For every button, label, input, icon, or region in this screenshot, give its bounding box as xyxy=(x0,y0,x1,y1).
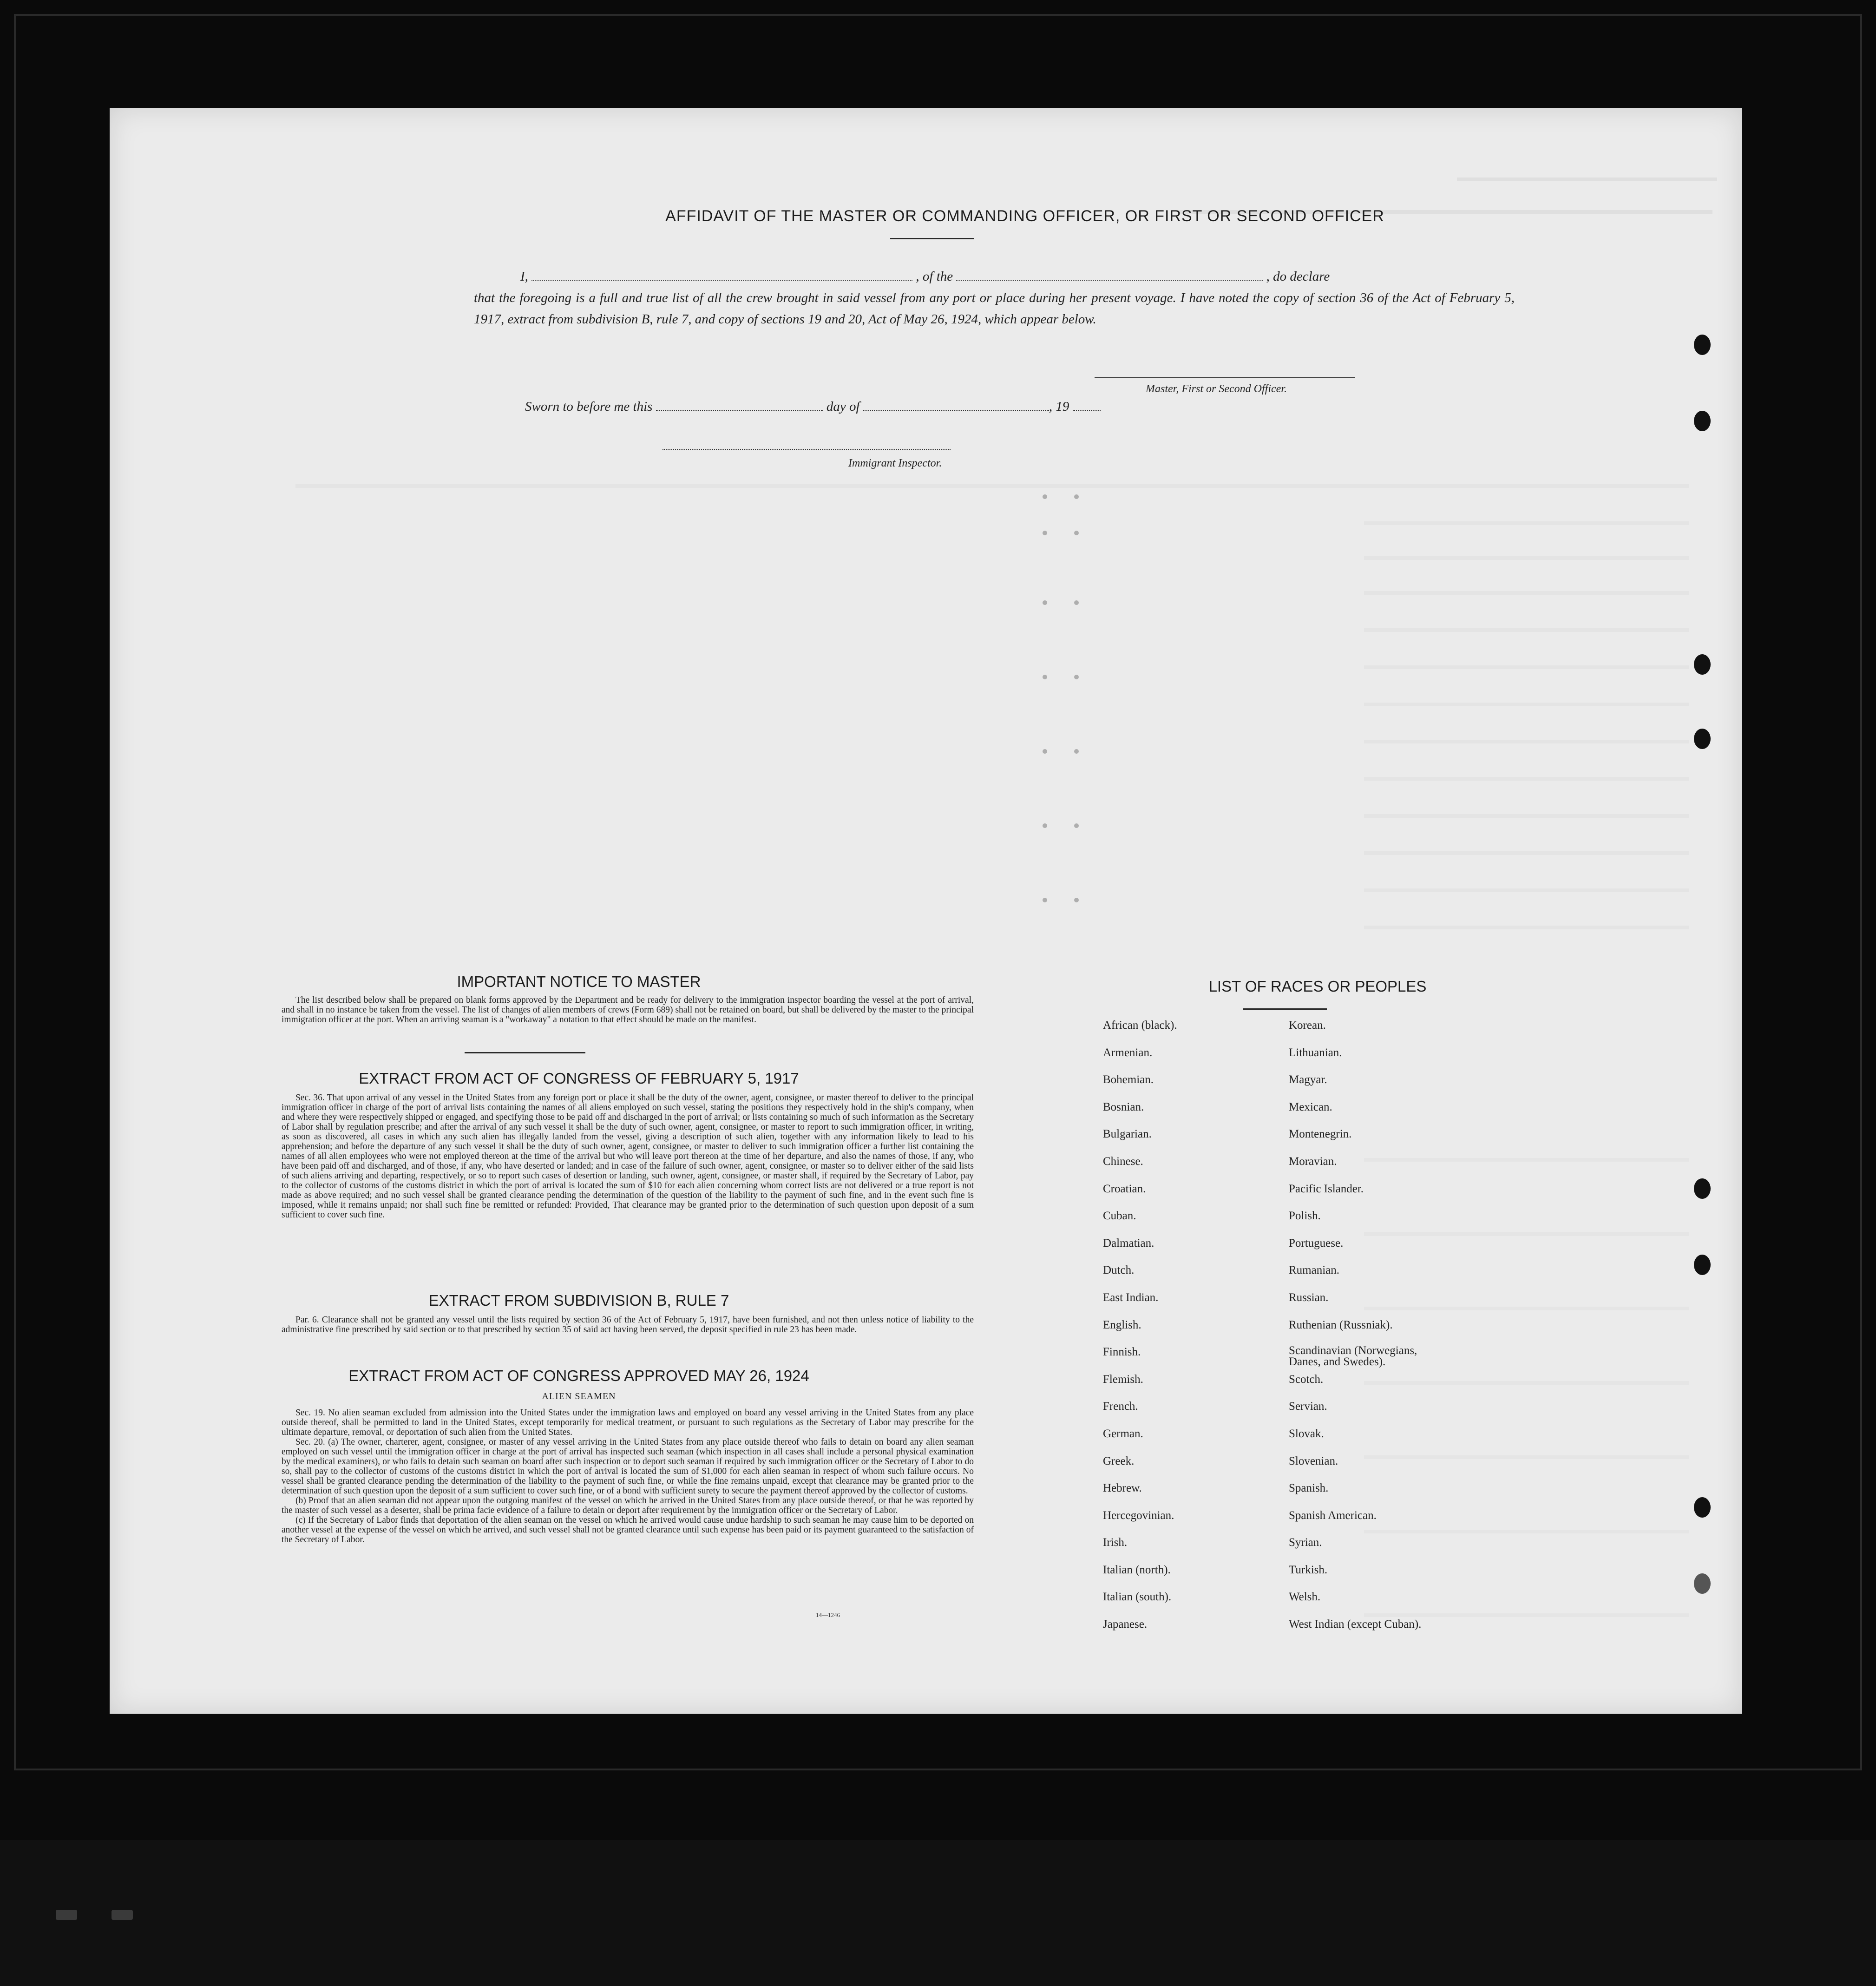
affidavit-body: that the foregoing is a full and true list of all the crew brought in said vessel from any port or place during her present voyage. I have noted the copy of section 36 of the Act of February 5, 1917, extract from subdivision B, rule 7, and copy of sections 19 and 20, Act of May 26, 1924, which appear below. xyxy=(474,290,1515,327)
speck xyxy=(1043,531,1047,535)
sworn-day-blank xyxy=(656,398,823,411)
master-signature-line xyxy=(1095,377,1355,378)
bleed-through xyxy=(295,484,1689,488)
notice-text xyxy=(282,995,974,1025)
race-item: Scandinavian (Norwegians, Danes, and Swedes). xyxy=(1289,1344,1417,1368)
race-item: Bulgarian. xyxy=(1103,1128,1152,1141)
races-title: LIST OF RACES OR PEOPLES xyxy=(1208,978,1427,995)
affidavit-title: AFFIDAVIT OF THE MASTER OR COMMANDING OFFICER, OR FIRST OR SECOND OFFICER xyxy=(665,207,1384,225)
race-item: Croatian. xyxy=(1103,1182,1146,1195)
bleed-through xyxy=(1364,926,1689,929)
race-item: Russian. xyxy=(1289,1291,1329,1304)
race-item: Bosnian. xyxy=(1103,1100,1144,1113)
affidavit-of-the-label: , of the xyxy=(916,269,953,284)
bleed-through xyxy=(1364,591,1689,595)
punch-hole xyxy=(1694,1178,1711,1199)
affidavit-first-line xyxy=(474,266,1515,287)
document-page xyxy=(110,108,1742,1714)
extract-1924-subtitle: ALIEN SEAMEN xyxy=(542,1391,616,1401)
bleed-through xyxy=(1364,628,1689,632)
race-item: German. xyxy=(1103,1427,1143,1440)
speck xyxy=(1074,675,1079,679)
extract-rule7-paragraph: Par. 6. Clearance shall not be granted any vessel until the lists required by section 36 of the Act of February 5, 1917, have been furnished, and not then unless notice of liability to the administrative fine prescribed by said section or to that prescribed by section 35 of said act having been served, the deposit specified in rule 23 has been made. xyxy=(282,1315,974,1335)
race-item: Dutch. xyxy=(1103,1264,1135,1277)
bleed-through xyxy=(1364,521,1689,525)
speck xyxy=(1043,749,1047,754)
race-item: Cuban. xyxy=(1103,1210,1136,1223)
punch-hole xyxy=(1694,1497,1711,1518)
bleed-through xyxy=(1364,703,1689,706)
race-item: Greek. xyxy=(1103,1454,1135,1467)
affidavit-i-label: I, xyxy=(520,269,528,284)
sec19-paragraph: Sec. 19. No alien seaman excluded from admission into the United States under the immigration laws and employed on board any vessel arriving in the United States from any place outside thereof, shall be permitted to land in the United States, except temporarily for medical treatment, or pursuant to such regulations as the Secretary of Labor may prescribe for the ultimate departure, removal, or deportation of such alien from the United States. xyxy=(282,1408,974,1437)
speck xyxy=(1074,531,1079,535)
bleed-through xyxy=(1364,740,1689,743)
races-column-1 xyxy=(1103,1019,1177,1645)
race-item: Korean. xyxy=(1289,1019,1326,1032)
extract-1917-text xyxy=(282,1093,974,1220)
affidavit-text xyxy=(474,266,1515,330)
extract-1924-title: EXTRACT FROM ACT OF CONGRESS APPROVED MAY 26, 1924 xyxy=(348,1367,809,1384)
race-item: Ruthenian (Russniak). xyxy=(1289,1318,1393,1331)
sworn-year-blank xyxy=(1073,398,1101,411)
punch-hole xyxy=(1694,729,1711,749)
race-item: Spanish. xyxy=(1289,1482,1329,1495)
race-item: Italian (north). xyxy=(1103,1563,1171,1576)
bleed-through xyxy=(1364,777,1689,781)
extract-1924-text xyxy=(282,1408,974,1545)
extract-1917-title: EXTRACT FROM ACT OF CONGRESS OF FEBRUARY 5, 1917 xyxy=(359,1070,799,1087)
race-item: Servian. xyxy=(1289,1400,1327,1413)
speck xyxy=(1074,823,1079,828)
sec20b-paragraph: (b) Proof that an alien seaman did not appear upon the outgoing manifest of the vessel on which he arrived in the United States from any place outside thereof, or that he was reported by the master of such vessel as a deserter, shall be prima facie evidence of a failure to detain or deport after requirement by the immigration officer or the Secretary of Labor. xyxy=(282,1496,974,1515)
race-item: French. xyxy=(1103,1400,1138,1413)
film-perforation xyxy=(112,1910,133,1920)
race-item: Magyar. xyxy=(1289,1073,1327,1086)
race-item: Lithuanian. xyxy=(1289,1046,1342,1059)
race-item: Montenegrin. xyxy=(1289,1128,1352,1141)
race-item: Chinese. xyxy=(1103,1155,1143,1168)
sworn-year-label: , 19 xyxy=(1049,399,1069,414)
speck xyxy=(1043,675,1047,679)
race-item: Hercegovinian. xyxy=(1103,1509,1174,1522)
section-rule xyxy=(465,1052,585,1053)
inspector-label: Immigrant Inspector. xyxy=(848,457,942,469)
punch-hole xyxy=(1694,654,1711,675)
race-item: African (black). xyxy=(1103,1019,1177,1032)
race-item: Japanese. xyxy=(1103,1618,1148,1631)
race-item: Irish. xyxy=(1103,1536,1128,1549)
race-item: English. xyxy=(1103,1318,1141,1331)
sworn-line xyxy=(525,396,1222,417)
races-column-2 xyxy=(1289,1019,1437,1645)
race-item: Slovak. xyxy=(1289,1427,1324,1440)
punch-hole xyxy=(1694,335,1711,355)
race-item: Turkish. xyxy=(1289,1563,1328,1576)
race-item: Portuguese. xyxy=(1289,1236,1344,1249)
race-item: Scotch. xyxy=(1289,1373,1324,1386)
race-item: Slovenian. xyxy=(1289,1454,1338,1467)
race-item: Rumanian. xyxy=(1289,1264,1340,1277)
race-item: West Indian (except Cuban). xyxy=(1289,1618,1422,1631)
notice-title: IMPORTANT NOTICE TO MASTER xyxy=(457,973,701,990)
extract-rule7-title: EXTRACT FROM SUBDIVISION B, RULE 7 xyxy=(428,1292,729,1309)
affidavit-declare-label: , do declare xyxy=(1266,269,1330,284)
sec20c-paragraph: (c) If the Secretary of Labor finds that deportation of the alien seaman on the vessel on which he arrived would cause undue hardship to such seaman he may cause him to be deported on another vessel at the expense of the vessel on which he arrived, and such vessel shall not be granted clearance until such expense has been paid or its payment guaranteed to the satisfaction of the Secretary of Labor. xyxy=(282,1515,974,1545)
speck xyxy=(1074,749,1079,754)
race-item: Bohemian. xyxy=(1103,1073,1154,1086)
race-item: Flemish. xyxy=(1103,1373,1143,1386)
race-item: Mexican. xyxy=(1289,1100,1332,1113)
bleed-through xyxy=(1364,851,1689,855)
extract-rule7-text xyxy=(282,1315,974,1335)
speck xyxy=(1043,600,1047,605)
sworn-day-label: day of xyxy=(826,399,860,414)
speck xyxy=(1043,823,1047,828)
form-number: 14—1246 xyxy=(816,1611,840,1618)
bleed-through xyxy=(1364,665,1689,669)
extract-1917-paragraph: Sec. 36. That upon arrival of any vessel in the United States from any foreign port or place it shall be the duty of the owner, agent, consignee, or master thereof to deliver to the principal immigration officer in charge of the port of arrival lists containing the names of all aliens employed on such vessel, stating the positions they respectively hold in the ship's company, when and where they were respectively shipped or engaged, and specifying those to be paid off and discharged in the port of arrival; or lists containing so much of such information as the Secretary of Labor shall by regulation prescribe; and after the arrival of any such vessel it shall be the duty of such owner, agent, consignee, or master to report to such immigration officer, in writing, as soon as discovered, all cases in which any such alien has illegally landed from the vessel, giving a description of such alien, together with any information likely to lead to his apprehension; and before the departure of any such vessel it shall be the duty of such owner, agent, consignee, or master to deliver to such immigration officer a further list containing the names of all alien employees who were not employed thereon at the time of the arrival but who will leave port thereon at the time of her departure, and also the names of those, if any, who have been paid off and discharged, and of those, if any, who have deserted or landed; and in case of the failure of such owner, agent, consignee, or master so to deliver either of the said lists of such aliens arriving and departing, respectively, or so to report such cases of desertion or landing, such owner, agent, consignee, or master shall, if required by the Secretary of Labor, pay to the collector of customs of the customs district in which the port of arrival is located the sum of $10 for each alien concerning whom correct lists are not delivered or a true report is not made as above required; and no such vessel shall be granted clearance pending the determination of the question of the liability to the payment of such fine, and in the event such fine is imposed, while it remains unpaid; nor shall such fine be remitted or refunded: Provided, That clearance may be granted prior to the determination of such question upon deposit of a sum sufficient to cover such fine. xyxy=(282,1093,974,1220)
race-item: Dalmatian. xyxy=(1103,1236,1154,1249)
film-perforation xyxy=(56,1910,77,1920)
race-item: Welsh. xyxy=(1289,1591,1321,1604)
bleed-through xyxy=(1364,814,1689,818)
race-item: Hebrew. xyxy=(1103,1482,1142,1495)
bleed-through xyxy=(1364,556,1689,560)
bleed-through xyxy=(1364,888,1689,892)
race-item: Pacific Islander. xyxy=(1289,1182,1364,1195)
notice-paragraph: The list described below shall be prepared on blank forms approved by the Department and be ready for delivery to the immigration inspector boarding the vessel at the port of arrival, and shall in no instance be taken from the vessel. The list of changes of alien members of crews (Form 689) shall not be retained on board, but shall be delivered by the master to the principal immigration officer at the port. When an arriving seaman is a "workaway" a notation to that effect should be made on the manifest. xyxy=(282,995,974,1025)
punch-hole xyxy=(1694,1573,1711,1594)
inspector-signature-line xyxy=(663,449,951,450)
races-title-rule xyxy=(1243,1008,1327,1010)
speck xyxy=(1074,898,1079,902)
speck xyxy=(1074,494,1079,499)
sec20a-paragraph: Sec. 20. (a) The owner, charterer, agent, consignee, or master of any vessel arriving in the United States from any place outside thereof who fails to detain on board any alien seaman employed on such vessel until the immigration officer in charge at the port of arrival has inspected such seaman (which inspection in all cases shall include a personal physical examination by the medical examiners), or who fails to detain such seaman on board after such inspection or to deport such seaman if required by such immigration officer or the Secretary of Labor to do so, shall pay to the collector of customs of the customs district in which the port of arrival is located the sum of $1,000 for each alien seaman in respect of whom such failure occurs. No vessel shall be granted clearance pending the determination of the liability to the payment of such fine, or while the fine remains unpaid, except that clearance may be granted prior to the determination of such question upon the deposit of a sum sufficient to cover such fine, or of a bond with sufficient surety to secure the payment thereof approved by the collector of customs. xyxy=(282,1437,974,1496)
sworn-month-blank xyxy=(863,398,1049,411)
race-item: Syrian. xyxy=(1289,1536,1322,1549)
speck xyxy=(1074,600,1079,605)
sworn-prefix: Sworn to before me this xyxy=(525,399,653,414)
name-blank xyxy=(531,268,912,281)
master-signature-label: Master, First or Second Officer. xyxy=(1146,383,1287,395)
race-item: Moravian. xyxy=(1289,1155,1337,1168)
race-item: Spanish American. xyxy=(1289,1509,1377,1522)
race-item: Armenian. xyxy=(1103,1046,1153,1059)
punch-hole xyxy=(1694,1255,1711,1275)
race-item: East Indian. xyxy=(1103,1291,1159,1304)
bleed-through xyxy=(1457,178,1717,181)
race-item: Italian (south). xyxy=(1103,1591,1172,1604)
race-item: Polish. xyxy=(1289,1210,1321,1223)
punch-hole xyxy=(1694,411,1711,431)
speck xyxy=(1043,898,1047,902)
film-strip xyxy=(0,1840,1876,1986)
race-item: Finnish. xyxy=(1103,1346,1141,1359)
vessel-blank xyxy=(956,268,1263,281)
speck xyxy=(1043,494,1047,499)
title-rule xyxy=(890,238,974,239)
